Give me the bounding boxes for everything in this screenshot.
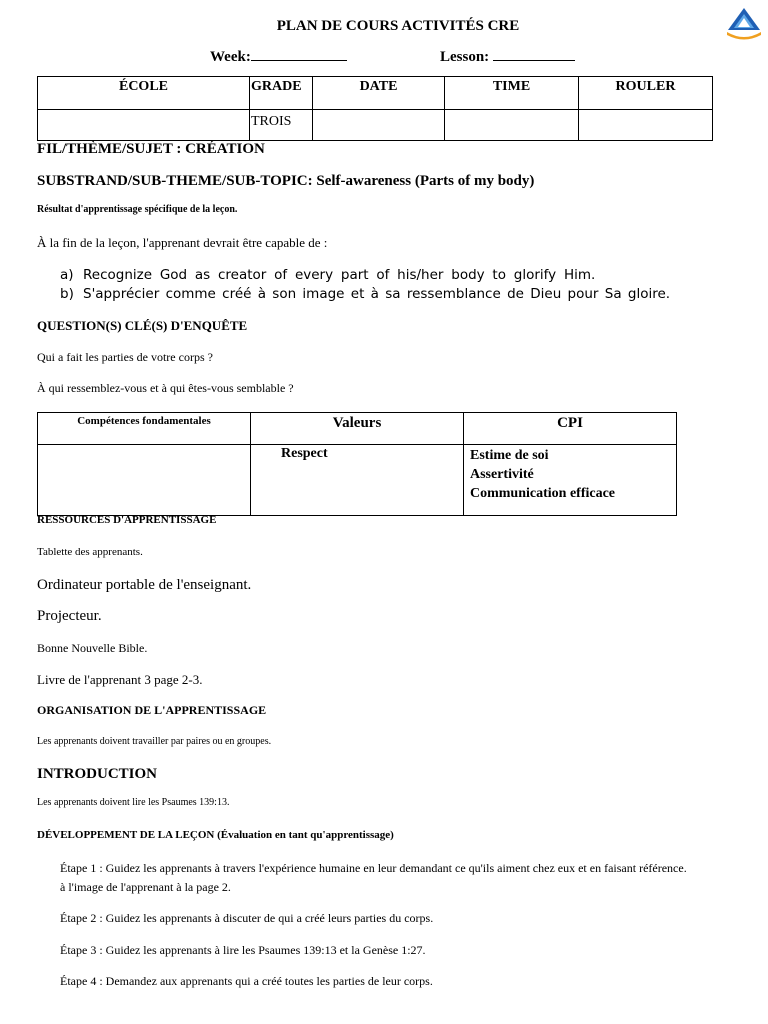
cpi-item: Estime de soi [470, 448, 549, 463]
info-table [37, 76, 713, 141]
lesson-blank [493, 48, 575, 61]
header-time: TIME [445, 77, 579, 110]
strand-heading: FIL/THÈME/SUJET : CRÉATION [37, 141, 265, 157]
week-blank [251, 48, 347, 61]
header-valeurs: Valeurs [251, 413, 464, 445]
question-1: Qui a fait les parties de votre corps ? [37, 350, 213, 364]
cell-time [445, 110, 579, 141]
header-date: DATE [313, 77, 445, 110]
cell-rouler [579, 110, 713, 141]
cell-grade: TROIS [250, 110, 313, 141]
introduction-text: Les apprenants doivent lire les Psaumes 139:13. [37, 797, 230, 808]
week-field [210, 48, 347, 66]
step-1-continued: à l'image de l'apprenant à la page 2. [60, 880, 231, 894]
page-title: PLAN DE COURS ACTIVITÉS CRE [276, 18, 520, 34]
cell-valeurs [251, 445, 464, 516]
cell-ecole [38, 110, 250, 141]
header-rouler: ROULER [579, 77, 713, 110]
cpi-item: Assertivité [470, 467, 534, 482]
resource-item: Projecteur. [37, 608, 102, 624]
step-2: Étape 2 : Guidez les apprenants à discuter de qui a créé leurs parties du corps. [60, 911, 434, 925]
resource-item: Livre de l'apprenant 3 page 2-3. [37, 672, 203, 687]
substrand-heading: SUBSTRAND/SUB-THEME/SUB-TOPIC: Self-awareness (Parts of my body) [37, 173, 535, 189]
cell-competences [38, 445, 251, 516]
organisation-text: Les apprenants doivent travailler par paires ou en groupes. [37, 736, 272, 747]
development-heading: DÉVELOPPEMENT DE LA LEÇON (Évaluation en tant qu'apprentissage) [37, 829, 394, 841]
objective-b-marker: b) [60, 286, 74, 302]
outcome-intro: À la fin de la leçon, l'apprenant devrait être capable de : [37, 235, 328, 250]
cell-cpi [464, 445, 677, 516]
resource-item: Bonne Nouvelle Bible. [37, 641, 148, 655]
step-1: Étape 1 : Guidez les apprenants à travers l'expérience humaine en leur demandant ce qu'ils aiment chez eux et en faisant référence. [60, 861, 687, 875]
objective-b-text: S'apprécier comme créé à son image et à sa ressemblance de Dieu pour Sa gloire. [83, 286, 671, 302]
lesson-field [440, 48, 575, 66]
header-competences: Compétences fondamentales [38, 413, 251, 445]
step-4: Étape 4 : Demandez aux apprenants qui a créé toutes les parties de leur corps. [60, 974, 433, 988]
outcome-heading: Résultat d'apprentissage spécifique de la leçon. [37, 204, 238, 215]
header-cpi: CPI [464, 413, 677, 445]
cpi-item: Communication efficace [470, 486, 616, 501]
organisation-heading: ORGANISATION DE L'APPRENTISSAGE [37, 703, 267, 717]
step-3: Étape 3 : Guidez les apprenants à lire les Psaumes 139:13 et la Genèse 1:27. [60, 943, 426, 957]
cell-date [313, 110, 445, 141]
resources-heading: RESSOURCES D'APPRENTISSAGE [37, 514, 217, 526]
value-respect: Respect [281, 446, 328, 461]
objective-a-marker: a) [60, 267, 74, 283]
header-ecole: ÉCOLE [38, 77, 250, 110]
questions-heading: QUESTION(S) CLÉ(S) D'ENQUÊTE [37, 318, 248, 333]
objective-a-text: Recognize God as creator of every part of his/her body to glorify Him. [83, 267, 596, 283]
question-2: À qui ressemblez-vous et à qui êtes-vous semblable ? [37, 381, 294, 395]
introduction-heading: INTRODUCTION [37, 766, 158, 782]
week-label: Week: [210, 49, 251, 65]
lesson-label: Lesson: [440, 49, 490, 65]
header-grade: GRADE [250, 77, 313, 110]
competences-table [37, 412, 677, 516]
resource-item: Ordinateur portable de l'enseignant. [37, 577, 252, 593]
resource-item: Tablette des apprenants. [37, 546, 143, 558]
